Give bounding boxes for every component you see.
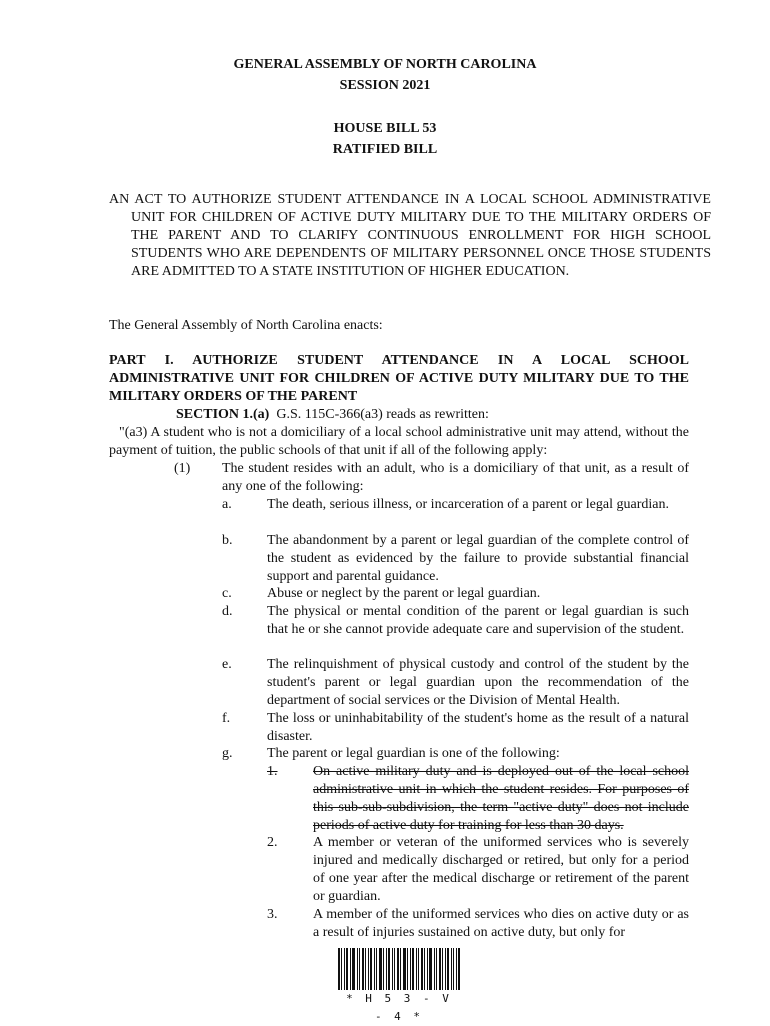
sub-item-number: g. [222, 746, 233, 761]
item-1-text: The student resides with an adult, who is a domiciliary of that unit, as a result of any one of the following: [222, 461, 689, 494]
sub-item-number: d. [222, 604, 233, 619]
enacting-clause: The General Assembly of North Carolina enacts: [109, 318, 383, 333]
subsection-a3: "(a3) A student who is not a domiciliary of a local school administrative unit may attend, without the payment of tuition, the public schools of that unit if all of the following apply: [109, 425, 689, 458]
g-item-text-deleted: On active military duty and is deployed out of the local school administrative unit in which the student resides. For purposes of this sub-sub-subdivision, the term "active duty" does not include periods of active duty for training for less than 30 days. [313, 764, 689, 833]
sub-item-number: c. [222, 586, 232, 601]
sub-item-number: e. [222, 657, 232, 672]
g-item-number: 1. [267, 764, 278, 779]
sub-item-text: The loss or uninhabitability of the student's home as the result of a natural disaster. [267, 711, 689, 744]
session-title: SESSION 2021 [339, 78, 431, 93]
sub-item-number: a. [222, 497, 232, 512]
section-line [176, 406, 489, 424]
part-heading: PART I. AUTHORIZE STUDENT ATTENDANCE IN A LOCAL SCHOOL ADMINISTRATIVE UNIT FOR CHILDREN OF ACTIVE DUTY MILITARY DUE TO THE MILITARY ORDERS OF THE PARENT [109, 353, 689, 404]
sub-item-text: The abandonment by a parent or legal guardian of the complete control of the student as evidenced by the failure to provide substantial financial support and parental guidance. [267, 533, 689, 584]
sub-item-text: The death, serious illness, or incarceration of a parent or legal guardian. [267, 497, 669, 512]
g-item-number: 2. [267, 835, 278, 850]
g-item-text: A member or veteran of the uniformed services who is severely injured and medically discharged or retired, but only for a period of one year after the medical discharge or retirement of the parent or guardian. [313, 835, 689, 904]
act-title: AN ACT TO AUTHORIZE STUDENT ATTENDANCE IN A LOCAL SCHOOL ADMINISTRATIVE UNIT FOR CHILDREN OF ACTIVE DUTY MILITARY DUE TO THE MILITARY ORDERS OF THE PARENT AND TO CLARIFY CONTINUOUS ENROLLMENT FOR HIGH SCHOOL STUDENTS WHO ARE DEPENDENTS OF MILITARY PERSONNEL ONCE THOSE STUDENTS ARE ADMITTED TO A STATE INSTITUTION OF HIGHER EDUCATION. [109, 192, 711, 279]
sub-item-text: The parent or legal guardian is one of the following: [267, 746, 560, 761]
g-item-text: A member of the uniformed services who dies on active duty or as a result of injuries sustained on active duty, but only for [313, 907, 689, 940]
document-header [0, 56, 770, 98]
barcode-label: * H 5 3 - V - 4 * [346, 992, 452, 1023]
g-item-number: 3. [267, 907, 278, 922]
section-label: SECTION 1.(a) [176, 407, 270, 422]
assembly-title: GENERAL ASSEMBLY OF NORTH CAROLINA [233, 57, 537, 72]
bill-number: HOUSE BILL 53 [333, 121, 437, 136]
sub-item-number: f. [222, 711, 231, 726]
bill-status: RATIFIED BILL [332, 142, 438, 157]
sub-item-text: Abuse or neglect by the parent or legal guardian. [267, 586, 541, 601]
bill-header [0, 120, 770, 162]
sub-item-text: The physical or mental condition of the parent or legal guardian is such that he or she cannot provide adequate care and supervision of the student. [267, 604, 689, 637]
sub-item-text: The relinquishment of physical custody and control of the student by the student's parent or legal guardian upon the recommendation of the department of social services or the Division of Mental Health. [267, 657, 689, 708]
section-text: G.S. 115C-366(a3) reads as rewritten: [276, 407, 489, 422]
barcode-graphic [338, 948, 460, 990]
item-1-number: (1) [174, 461, 191, 476]
sub-item-number: b. [222, 533, 233, 548]
